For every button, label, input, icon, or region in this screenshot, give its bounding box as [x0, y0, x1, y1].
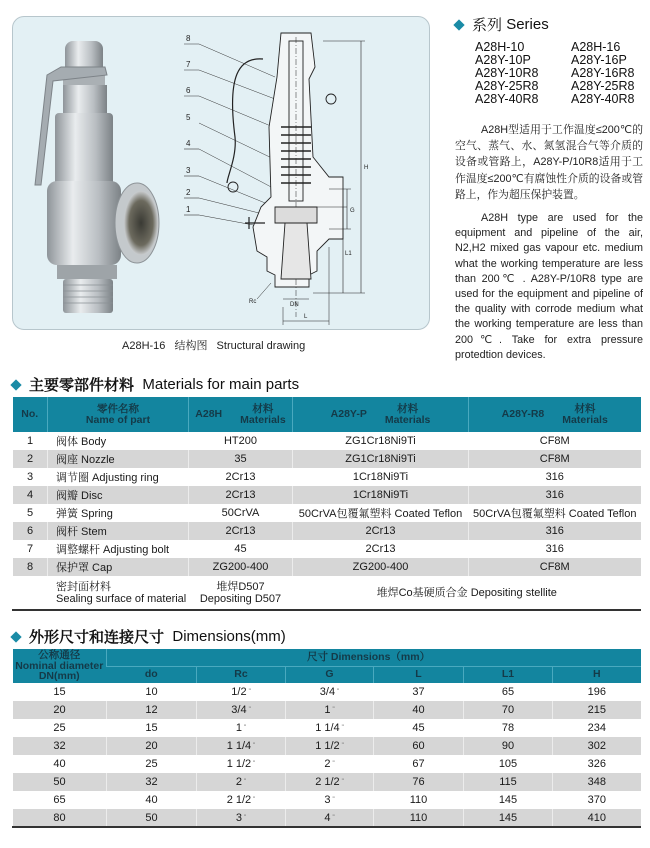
dim-l1	[464, 809, 553, 827]
series-model: A28Y-25R8	[571, 79, 635, 93]
dimensions-row	[13, 773, 641, 791]
dim-l	[374, 719, 464, 737]
header-h: H	[553, 666, 641, 683]
dim-rc-value: 3	[235, 811, 242, 824]
inch-mark: "	[253, 761, 256, 768]
dim-l-value: 110	[409, 794, 428, 806]
dim-dn-value: 15	[53, 686, 66, 698]
dim-g	[286, 755, 374, 773]
materials-row	[13, 468, 641, 486]
inch-mark: "	[332, 761, 335, 768]
inch-mark: "	[243, 779, 247, 786]
header-a28h	[189, 397, 293, 432]
series-model: A28Y-10P	[475, 53, 531, 67]
caption-zh: 结构图	[174, 340, 208, 352]
dim-h-value: 410	[587, 811, 606, 824]
header-materials-zh: 材料	[574, 402, 596, 415]
part-no: 6	[13, 522, 48, 540]
inch-mark: "	[253, 743, 256, 750]
dim-do-value: 32	[145, 776, 158, 788]
dim-do	[107, 737, 197, 755]
sealing-a28h-zh: 堆焊D507	[216, 580, 265, 593]
material-a28h: 45	[189, 540, 293, 558]
sealing-no	[13, 576, 48, 610]
series-model: A28Y-10R8	[475, 66, 539, 80]
callout-8	[184, 34, 275, 77]
inch-mark: "	[243, 725, 247, 732]
dimensions-row	[13, 701, 641, 719]
diamond-bullet-icon	[453, 19, 464, 30]
dimensions-header-row-2	[13, 666, 641, 683]
inch-mark: "	[341, 779, 344, 786]
caption-model: A28H-16	[122, 340, 166, 352]
sealing-name-zh: 密封面材料	[56, 580, 111, 593]
dim-h	[553, 809, 641, 827]
dim-g	[286, 701, 374, 719]
dim-l1	[464, 755, 553, 773]
dim-l1	[464, 719, 553, 737]
dim-rc-value: 1 1/2	[226, 758, 252, 770]
inch-mark: "	[332, 707, 335, 714]
dim-l-value: 67	[412, 758, 425, 770]
svg-text:7: 7	[186, 60, 191, 69]
materials-row	[13, 450, 641, 468]
header-do: do	[107, 666, 197, 683]
material-a28yp: ZG1Cr18Ni9Ti	[293, 450, 469, 468]
diamond-bullet-icon	[10, 379, 21, 390]
dim-l	[374, 683, 464, 701]
dim-rc	[197, 755, 286, 773]
series-model: A28H-16	[571, 40, 621, 54]
dimensions-row	[13, 737, 641, 755]
dim-do	[107, 791, 197, 809]
material-a28yp: ZG1Cr18Ni9Ti	[293, 432, 469, 450]
dim-h	[553, 683, 641, 701]
sealing-a28h-en: Depositing D507	[199, 592, 282, 605]
dim-l1	[464, 773, 553, 791]
inch-mark: "	[341, 725, 344, 732]
dim-g	[286, 719, 374, 737]
inch-mark: "	[332, 814, 335, 821]
inch-mark: "	[337, 689, 340, 696]
diamond-bullet-icon	[10, 631, 21, 642]
dim-l-value: 40	[412, 704, 425, 716]
dim-l1-value: 105	[498, 758, 518, 770]
svg-text:5: 5	[186, 113, 191, 122]
dimensions-heading-en: Dimensions(mm)	[172, 628, 286, 645]
sealing-others: 堆焊Co基硬质合金 Depositing stellite	[293, 576, 641, 610]
dim-do	[107, 773, 197, 791]
part-no: 1	[13, 432, 48, 450]
dim-do	[107, 809, 197, 827]
header-materials-zh: 材料	[252, 402, 274, 415]
callout-7	[184, 60, 275, 99]
dim-rc	[197, 701, 286, 719]
dimensions-row	[13, 683, 641, 701]
dim-h-value: 348	[587, 776, 606, 788]
dimensions-row	[13, 755, 641, 773]
materials-heading-en: Materials for main parts	[142, 376, 300, 393]
series-model: A28Y-40R8	[475, 92, 539, 106]
dim-h	[553, 773, 641, 791]
svg-text:8: 8	[186, 34, 191, 43]
material-a28yp: 50CrVA包覆氟塑料 Coated Teflon	[293, 504, 469, 522]
header-dn	[13, 649, 107, 683]
dim-g	[286, 809, 374, 827]
header-rc: Rc	[197, 666, 286, 683]
material-a28yr8: 316	[469, 540, 641, 558]
cross-section-drawing	[227, 33, 365, 325]
header-l1: L1	[464, 666, 553, 683]
material-a28yr8: 316	[469, 468, 641, 486]
material-a28yr8: 316	[469, 486, 641, 504]
dim-dn	[13, 683, 107, 701]
dim-rc	[197, 737, 286, 755]
dim-h-value: 370	[587, 794, 606, 806]
part-no: 4	[13, 486, 48, 504]
material-a28h: 35	[189, 450, 293, 468]
dim-g	[286, 683, 374, 701]
dim-h-value: 302	[587, 740, 606, 752]
dim-rc	[197, 719, 286, 737]
svg-text:Rc: Rc	[249, 299, 257, 305]
description-zh	[455, 122, 643, 203]
series-title	[455, 14, 645, 35]
part-name: 弹簧 Spring	[48, 504, 189, 522]
series-model: A28Y-16R8	[571, 66, 635, 80]
material-a28yp: 1Cr18Ni9Ti	[293, 468, 469, 486]
part-no: 8	[13, 558, 48, 576]
material-a28h: 2Cr13	[189, 468, 293, 486]
material-a28yr8: 316	[469, 522, 641, 540]
dim-h	[553, 701, 641, 719]
header-dimensions-group: 尺寸 Dimensions（mm）	[107, 649, 641, 666]
dim-dn	[13, 719, 107, 737]
material-a28h: ZG200-400	[189, 558, 293, 576]
material-a28yr8: CF8M	[469, 558, 641, 576]
dim-dn	[13, 701, 107, 719]
material-a28yr8: CF8M	[469, 450, 641, 468]
dim-g	[286, 737, 374, 755]
dim-dn-value: 50	[53, 776, 66, 788]
dim-dn	[13, 809, 107, 827]
series-model: A28Y-16P	[571, 53, 627, 67]
dim-l-value: 45	[412, 722, 425, 734]
dim-l	[374, 737, 464, 755]
material-a28yp: 1Cr18Ni9Ti	[293, 486, 469, 504]
dim-l	[374, 791, 464, 809]
material-a28yp: ZG200-400	[293, 558, 469, 576]
header-materials-en: Materials	[240, 413, 286, 426]
dim-g-value: 2 1/2	[315, 776, 340, 788]
header-dn-en2: DN(mm)	[38, 670, 80, 683]
part-name: 阀瓣 Disc	[48, 486, 189, 504]
part-callouts	[184, 34, 278, 229]
dim-do	[107, 755, 197, 773]
svg-text:DN: DN	[290, 302, 299, 308]
sealing-row	[13, 576, 641, 610]
dim-do	[107, 683, 197, 701]
materials-row	[13, 522, 641, 540]
dim-rc-value: 2	[235, 776, 242, 788]
dim-rc	[197, 791, 286, 809]
part-name: 阀座 Nozzle	[48, 450, 189, 468]
dim-l-value: 60	[412, 740, 425, 752]
inch-mark: "	[248, 689, 251, 696]
dim-rc	[197, 683, 286, 701]
series-title-zh: 系列	[472, 17, 503, 34]
svg-text:1: 1	[186, 205, 191, 214]
material-a28yp: 2Cr13	[293, 522, 469, 540]
dim-rc-value: 1	[235, 722, 242, 734]
part-no: 7	[13, 540, 48, 558]
material-a28h: 2Cr13	[189, 522, 293, 540]
material-a28yr8: CF8M	[469, 432, 641, 450]
part-name: 阀杆 Stem	[48, 522, 189, 540]
dimensions-heading	[12, 626, 286, 647]
inch-mark: "	[243, 814, 247, 821]
description-en-text: A28H type are used for the equipment and pipeline of the air, N2,H2 mixed gas vapour etc. medium what the working temperature are less than 200℃ . A28Y-P/10R8 type are used for the equipment and pipeline of the quality with corrode medium what the working temperature are less than 200℃. Take for extra pressure protedtion devices.	[455, 212, 643, 361]
dim-dn	[13, 791, 107, 809]
dim-dn-value: 65	[53, 794, 66, 806]
dim-l1-value: 70	[501, 704, 515, 716]
dim-do	[107, 719, 197, 737]
dim-g-value: 1 1/2	[315, 740, 340, 752]
series-model: A28H-10	[475, 40, 525, 54]
dim-l1	[464, 791, 553, 809]
dim-do-value: 10	[145, 686, 158, 698]
part-no: 5	[13, 504, 48, 522]
sealing-name-en: Sealing surface of material	[56, 592, 187, 605]
dim-l1-value: 65	[501, 686, 515, 698]
header-name-en: Name of part	[85, 413, 151, 426]
inch-mark: "	[248, 707, 251, 714]
callout-5	[186, 113, 278, 161]
dim-dn	[13, 755, 107, 773]
dimensions-table	[12, 649, 641, 828]
dim-h	[553, 755, 641, 773]
dim-do-value: 40	[145, 794, 158, 806]
callout-6	[184, 86, 278, 129]
dimensions-row	[13, 809, 641, 827]
materials-row	[13, 486, 641, 504]
series-model: A28Y-40R8	[571, 92, 635, 106]
series-title-en: Series	[506, 16, 549, 33]
header-no: No.	[13, 397, 48, 432]
dim-do-value: 25	[145, 758, 158, 770]
header-name	[48, 397, 189, 432]
dim-rc	[197, 773, 286, 791]
material-a28yr8: 50CrVA包覆氟塑料 Coated Teflon	[469, 504, 641, 522]
part-name: 阀体 Body	[48, 432, 189, 450]
part-no: 3	[13, 468, 48, 486]
drawing-caption	[122, 337, 311, 353]
dim-dn-value: 40	[53, 758, 66, 770]
materials-heading-zh: 主要零部件材料	[29, 377, 135, 394]
dim-l1-value: 78	[501, 722, 515, 734]
inch-mark: "	[341, 743, 344, 750]
dim-do-value: 50	[145, 811, 158, 824]
callout-4	[184, 139, 275, 189]
dim-dn	[13, 737, 107, 755]
dim-l1-value: 145	[498, 794, 518, 806]
dim-l	[374, 809, 464, 827]
dim-l1	[464, 737, 553, 755]
description-zh-text: A28H型适用于工作温度≤200℃的空气、蒸气、水、氮氢混合气等介质的设备或管路上，A28Y-P/10R8适用于工作温度≤200℃有腐蚀性介质的设备或管路上，作为超压保护装置。	[455, 124, 643, 201]
header-dn-en1: Nominal diameter	[15, 659, 104, 672]
series-model-list	[475, 41, 645, 106]
dim-h	[553, 791, 641, 809]
inch-mark: "	[332, 797, 335, 804]
svg-text:2: 2	[186, 188, 191, 197]
series-model: A28Y-25R8	[475, 79, 539, 93]
materials-row	[13, 558, 641, 576]
dim-dn-value: 32	[53, 740, 66, 752]
header-a28yr8	[469, 397, 641, 432]
dimensions-heading-zh: 外形尺寸和连接尺寸	[29, 629, 165, 646]
header-a28yr8-model: A28Y-R8	[501, 408, 545, 420]
header-a28yp	[293, 397, 469, 432]
dim-l1	[464, 701, 553, 719]
dim-h	[553, 719, 641, 737]
dim-g-value: 3	[324, 794, 331, 806]
svg-text:3: 3	[186, 166, 191, 175]
header-materials-en: Materials	[562, 413, 608, 426]
svg-text:G: G	[350, 208, 355, 214]
materials-row	[13, 504, 641, 522]
dim-h-value: 326	[587, 758, 606, 770]
material-a28h: HT200	[189, 432, 293, 450]
dim-l-value: 76	[412, 776, 425, 788]
header-a28h-model: A28H	[195, 408, 223, 420]
dim-dn-value: 20	[53, 704, 66, 716]
material-a28h: 2Cr13	[189, 486, 293, 504]
svg-text:L: L	[304, 314, 308, 320]
dim-rc	[197, 809, 286, 827]
dim-dn	[13, 773, 107, 791]
header-materials-zh: 材料	[397, 402, 419, 415]
dim-g-value: 2	[324, 758, 331, 770]
valve-photo	[35, 41, 159, 313]
dim-g-value: 1	[324, 704, 331, 716]
dim-do-value: 12	[145, 704, 158, 716]
valve-illustration	[13, 17, 430, 330]
dim-l1	[464, 683, 553, 701]
structural-drawing-panel	[12, 16, 430, 330]
series-section	[455, 14, 645, 106]
part-name: 调节圈 Adjusting ring	[48, 468, 189, 486]
material-a28h: 50CrVA	[189, 504, 293, 522]
dim-h-value: 215	[587, 704, 606, 716]
dim-l-value: 110	[409, 811, 428, 824]
sealing-a28h	[189, 576, 293, 610]
svg-text:6: 6	[186, 86, 191, 95]
materials-table	[12, 397, 641, 611]
dim-h	[553, 737, 641, 755]
dimensions-header-row-1	[13, 649, 641, 666]
dim-do-value: 15	[145, 722, 158, 734]
part-no: 2	[13, 450, 48, 468]
dim-g-value: 4	[324, 811, 331, 824]
dim-rc-value: 2 1/2	[226, 794, 252, 806]
inch-mark: "	[253, 797, 256, 804]
materials-header-row	[13, 397, 641, 432]
description-en	[455, 211, 643, 363]
header-g: G	[286, 666, 374, 683]
material-a28yp: 2Cr13	[293, 540, 469, 558]
dim-l	[374, 773, 464, 791]
header-name-zh: 零件名称	[97, 402, 139, 415]
dim-g-value: 1 1/4	[315, 722, 340, 734]
dim-rc-value: 1/2	[231, 686, 247, 698]
dim-l1-value: 90	[501, 740, 515, 752]
part-name: 调整螺杆 Adjusting bolt	[48, 540, 189, 558]
sealing-name	[48, 576, 189, 610]
dim-l-value: 37	[412, 686, 425, 698]
materials-row	[13, 432, 641, 450]
svg-text:4: 4	[186, 139, 191, 148]
materials-heading	[12, 374, 299, 395]
dim-g	[286, 773, 374, 791]
header-a28yp-model: A28Y-P	[330, 408, 367, 420]
svg-text:L1: L1	[345, 251, 352, 257]
dim-h-value: 234	[587, 722, 606, 734]
dim-rc-value: 1 1/4	[226, 740, 252, 752]
dimensions-row	[13, 791, 641, 809]
dim-rc-value: 3/4	[231, 704, 247, 716]
dim-do-value: 20	[145, 740, 158, 752]
dim-do	[107, 701, 197, 719]
dim-dn-value: 80	[53, 811, 66, 824]
dim-l1-value: 115	[499, 776, 517, 788]
header-l: L	[374, 666, 464, 683]
dim-h-value: 196	[587, 686, 606, 698]
materials-row	[13, 540, 641, 558]
dim-l	[374, 701, 464, 719]
dim-l1-value: 145	[498, 811, 518, 824]
caption-en: Structural drawing	[216, 340, 306, 352]
dim-l	[374, 755, 464, 773]
dim-g	[286, 791, 374, 809]
header-dn-zh: 公称通径	[38, 649, 81, 662]
dim-g-value: 3/4	[319, 686, 336, 698]
dim-dn-value: 25	[53, 722, 66, 734]
header-materials-en: Materials	[384, 413, 431, 426]
dimensions-row	[13, 719, 641, 737]
part-name: 保护罩 Cap	[48, 558, 189, 576]
svg-text:H: H	[364, 165, 369, 171]
